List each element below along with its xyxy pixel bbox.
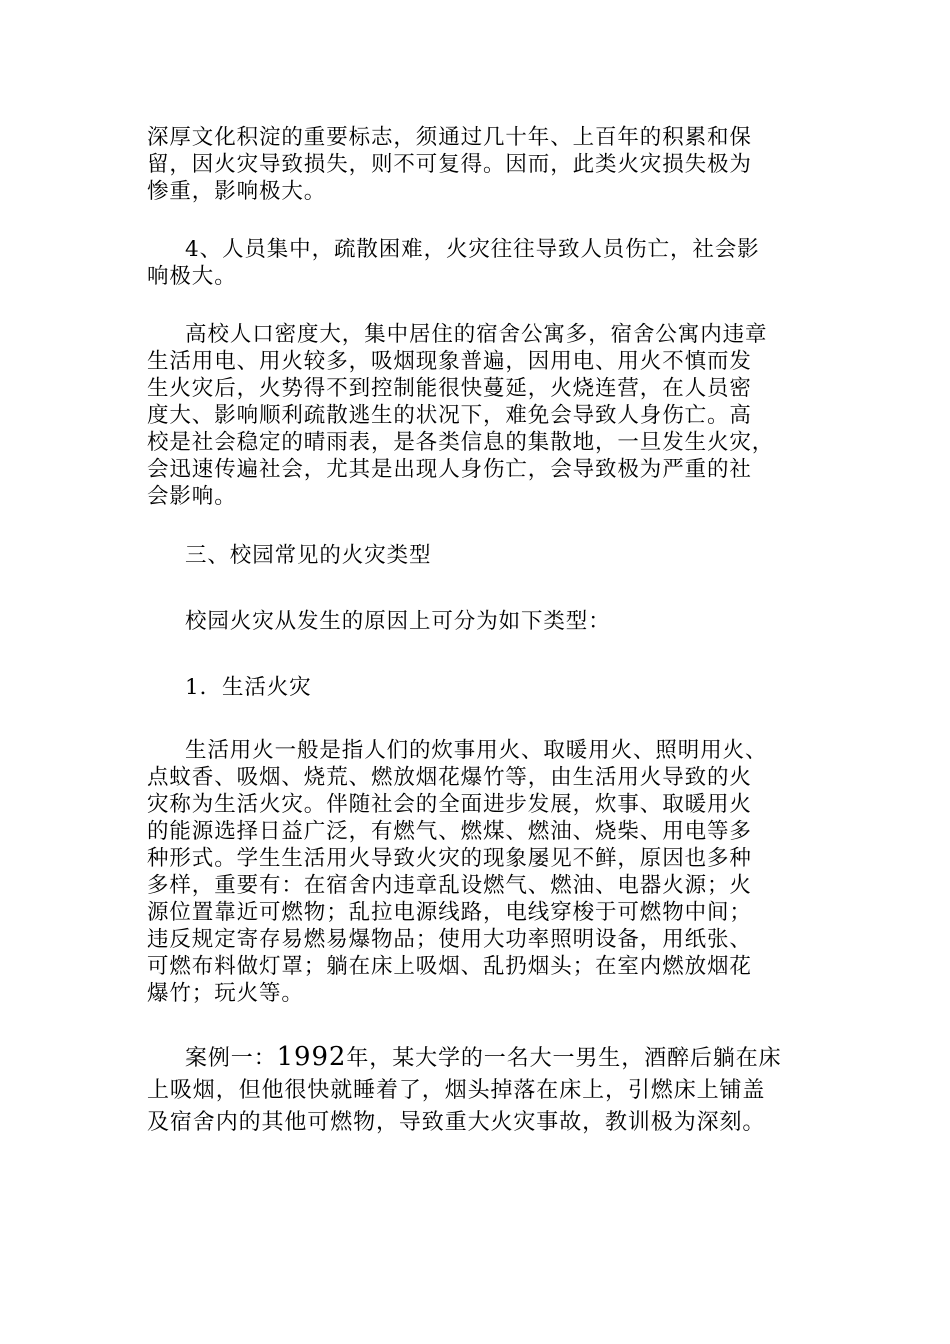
text-line: 可燃布料做灯罩；躺在床上吸烟、乱扔烟头；在室内燃放烟花 (147, 954, 752, 979)
text-line: 上吸烟，但他很快就睡着了，烟头掉落在床上，引燃床上铺盖 (147, 1078, 766, 1103)
text-line: 点蚊香、吸烟、烧荒、燃放烟花爆竹等，由生活用火导致的火 (147, 765, 752, 790)
text-line: 源位置靠近可燃物；乱拉电源线路，电线穿梭于可燃物中间； (147, 900, 752, 925)
paragraph-continued (147, 124, 797, 205)
paragraph-dense-population (147, 321, 797, 510)
text-line: 校是社会稳定的晴雨表，是各类信息的集散地，一旦发生火灾， (147, 430, 775, 455)
subheading-text: 1．生活火灾 (185, 675, 312, 700)
case-prefix: 案例一： (185, 1046, 277, 1071)
text-line: 爆竹；玩火等。 (147, 981, 304, 1006)
paragraph-case-one (147, 1041, 797, 1139)
text-line: 响极大。 (147, 264, 237, 289)
text-line: 惨重，影响极大。 (147, 179, 327, 204)
text-line: 留，因火灾导致损失，则不可复得。因而，此类火灾损失极为 (147, 152, 752, 177)
section-heading-text: 三、校园常见的火灾类型 (185, 543, 432, 568)
text-line: 生活用电、用火较多，吸烟现象普遍，因用电、用火不慎而发 (147, 349, 752, 374)
text-line: 的能源选择日益广泛，有燃气、燃煤、燃油、烧柴、用电等多 (147, 819, 752, 844)
text-line: 会迅速传遍社会，尤其是出现人身伤亡，会导致极为严重的社 (147, 457, 752, 482)
paragraph-item-4 (147, 236, 797, 290)
text-line: 度大、影响顺利疏散逃生的状况下，难免会导致人身伤亡。高 (147, 403, 752, 428)
text-line: 多样，重要有：在宿舍内违章乱设燃气、燃油、电器火源；火 (147, 873, 752, 898)
case-year: 1992 (276, 1042, 347, 1072)
text-line: 违反规定寄存易燃易爆物品；使用大功率照明设备，用纸张、 (147, 927, 752, 952)
case-first-line-rest: 年，某大学的一名大一男生，酒醉后躺在床 (346, 1046, 782, 1071)
text-line: 及宿舍内的其他可燃物，导致重大火灾事故，教训极为深刻。 (147, 1110, 766, 1135)
text-line: 校园火灾从发生的原因上可分为如下类型： (185, 609, 611, 634)
text-line (147, 1041, 797, 1075)
text-line: 深厚文化积淀的重要标志，须通过几十年、上百年的积累和保 (147, 125, 752, 150)
paragraph-life-fire (147, 737, 797, 1007)
text-line: 生活用火一般是指人们的炊事用火、取暖用火、照明用火、 (185, 738, 768, 763)
text-line: 会影响。 (147, 484, 237, 509)
text-line: 高校人口密度大，集中居住的宿舍公寓多，宿舍公寓内违章 (185, 322, 768, 347)
paragraph-types-intro (147, 608, 797, 635)
section-heading (147, 542, 797, 569)
text-line: 种形式。学生生活用火导致火灾的现象屡见不鲜，原因也多种 (147, 846, 752, 871)
text-line: 4、人员集中，疏散困难，火灾往往导致人员伤亡，社会影 (185, 237, 760, 262)
subheading-life-fire (147, 674, 797, 701)
text-line: 生火灾后，火势得不到控制能很快蔓延，火烧连营，在人员密 (147, 376, 752, 401)
text-line: 灾称为生活火灾。伴随社会的全面进步发展，炊事、取暖用火 (147, 792, 752, 817)
